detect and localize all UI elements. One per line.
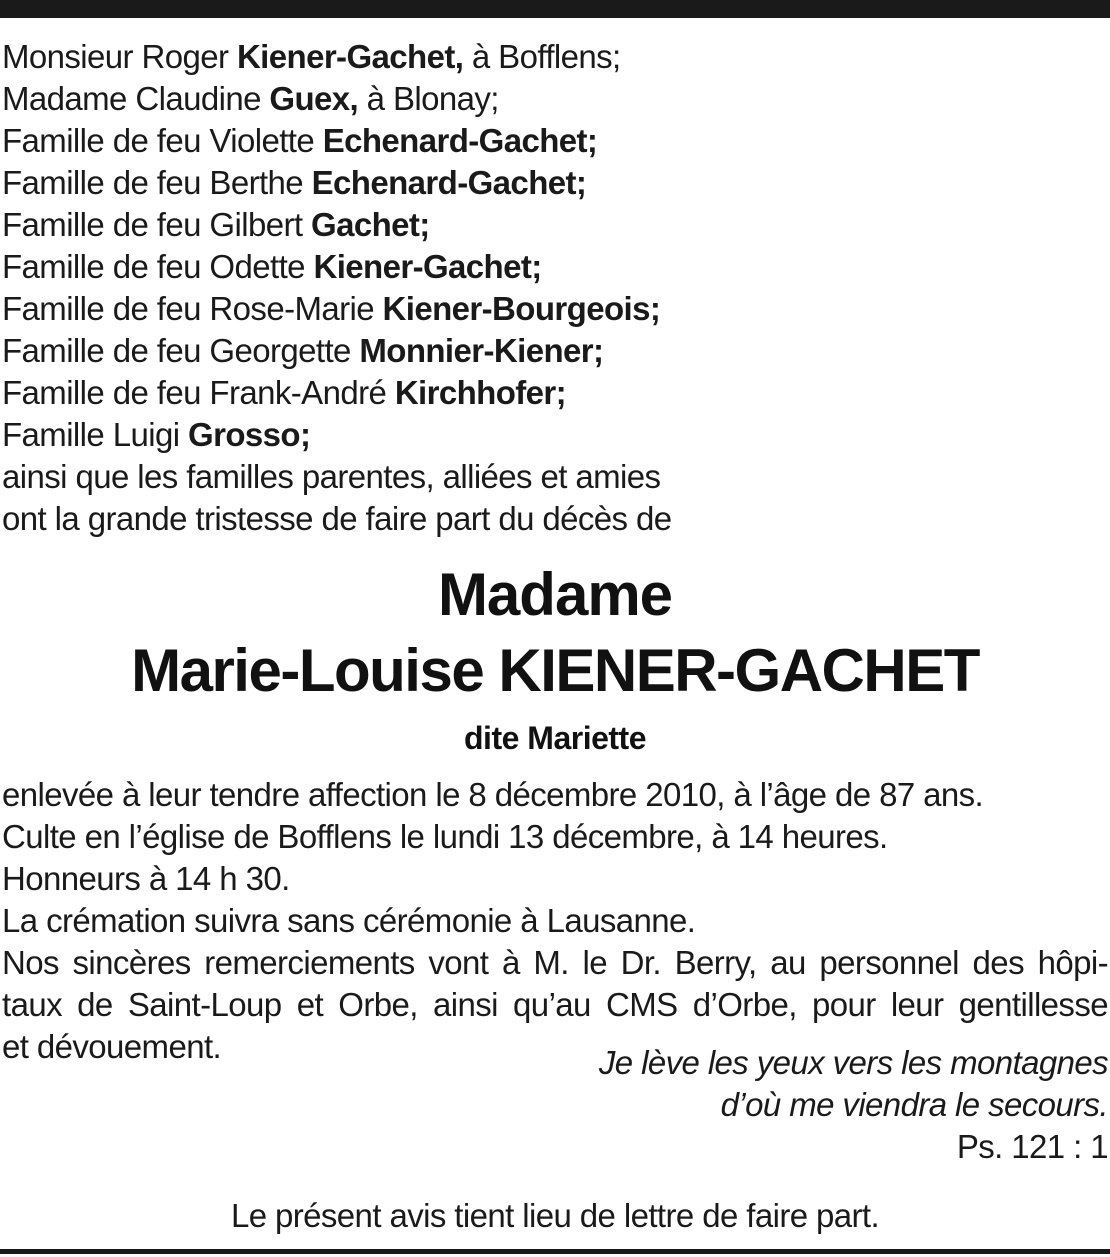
family-list <box>2 36 1102 540</box>
verse-line: Je lève les yeux vers les montagnes <box>598 1044 1108 1081</box>
honours-line: Honneurs à 14 h 30. <box>2 860 290 897</box>
family-line-prefix: Famille de feu Rose-Marie <box>2 290 383 327</box>
family-name: Kiener-Bourgeois; <box>382 290 661 327</box>
service-line: Culte en l’église de Bofflens le lundi 13 décembre, à 14 heures. <box>2 818 888 855</box>
family-line-prefix: Famille Luigi <box>2 416 189 453</box>
intro-line: ainsi que les familles parentes, alliées et amies <box>2 458 661 495</box>
family-line <box>2 414 1102 456</box>
cremation-line: La crémation suivra sans cérémonie à Lausanne. <box>2 902 696 939</box>
thanks-line: Nos sincères remerciements vont à M. le Dr. Berry, au personnel des hôpi- <box>2 944 1108 981</box>
family-line <box>2 204 1102 246</box>
bottom-rule <box>0 1249 1110 1254</box>
family-line-prefix: Famille de feu Odette <box>2 248 314 285</box>
family-line-prefix: Famille de feu Gilbert <box>2 206 311 243</box>
family-name: Kiener-Gachet, <box>236 38 464 75</box>
verse-line: d’où me viendra le secours. <box>720 1086 1108 1123</box>
deceased-title: Madame <box>437 561 673 628</box>
family-name: Echenard-Gachet; <box>311 164 587 201</box>
family-line-prefix: Famille de feu Violette <box>2 122 323 159</box>
family-line <box>2 120 1102 162</box>
family-line-prefix: Famille de feu Georgette <box>2 332 360 369</box>
family-line <box>2 288 1102 330</box>
family-name: Kiener-Gachet; <box>313 248 542 285</box>
deceased-nickname: dite Mariette <box>464 720 646 756</box>
family-line <box>2 36 1102 78</box>
family-line <box>2 246 1102 288</box>
verse-reference: Ps. 121 : 1 <box>956 1128 1108 1165</box>
family-line-prefix: Famille de feu Frank-André <box>2 374 395 411</box>
family-line-prefix: Monsieur Roger <box>2 38 237 75</box>
thanks-line: taux de Saint-Loup et Orbe, ainsi qu’au CMS d’Orbe, pour leur gentillesse <box>2 986 1108 1023</box>
family-line <box>2 162 1102 204</box>
death-date-line: enlevée à leur tendre affection le 8 décembre 2010, à l’âge de 87 ans. <box>2 776 984 813</box>
deceased-name: Marie-Louise KIENER-GACHET <box>131 637 979 704</box>
family-line-prefix: Madame Claudine <box>2 80 270 117</box>
family-line-prefix: Famille de feu Berthe <box>2 164 312 201</box>
family-line-suffix: à Blonay; <box>358 80 499 117</box>
top-rule <box>0 0 1110 18</box>
family-name: Echenard-Gachet; <box>322 122 598 159</box>
family-line <box>2 330 1102 372</box>
family-name: Kirchhofer; <box>394 374 567 411</box>
family-name: Gachet; <box>311 206 430 243</box>
intro-line: ont la grande tristesse de faire part du décès de <box>2 500 672 537</box>
family-name: Grosso; <box>188 416 311 453</box>
family-name: Guex, <box>269 80 359 117</box>
family-line <box>2 78 1102 120</box>
family-name: Monnier-Kiener; <box>359 332 604 369</box>
bible-verse <box>599 1042 1108 1168</box>
notice-details <box>2 774 1108 1068</box>
family-line <box>2 372 1102 414</box>
thanks-line: et dévouement. <box>2 1028 222 1065</box>
family-line-suffix: à Bofflens; <box>463 38 621 75</box>
closing-note: Le présent avis tient lieu de lettre de faire part. <box>230 1197 880 1234</box>
